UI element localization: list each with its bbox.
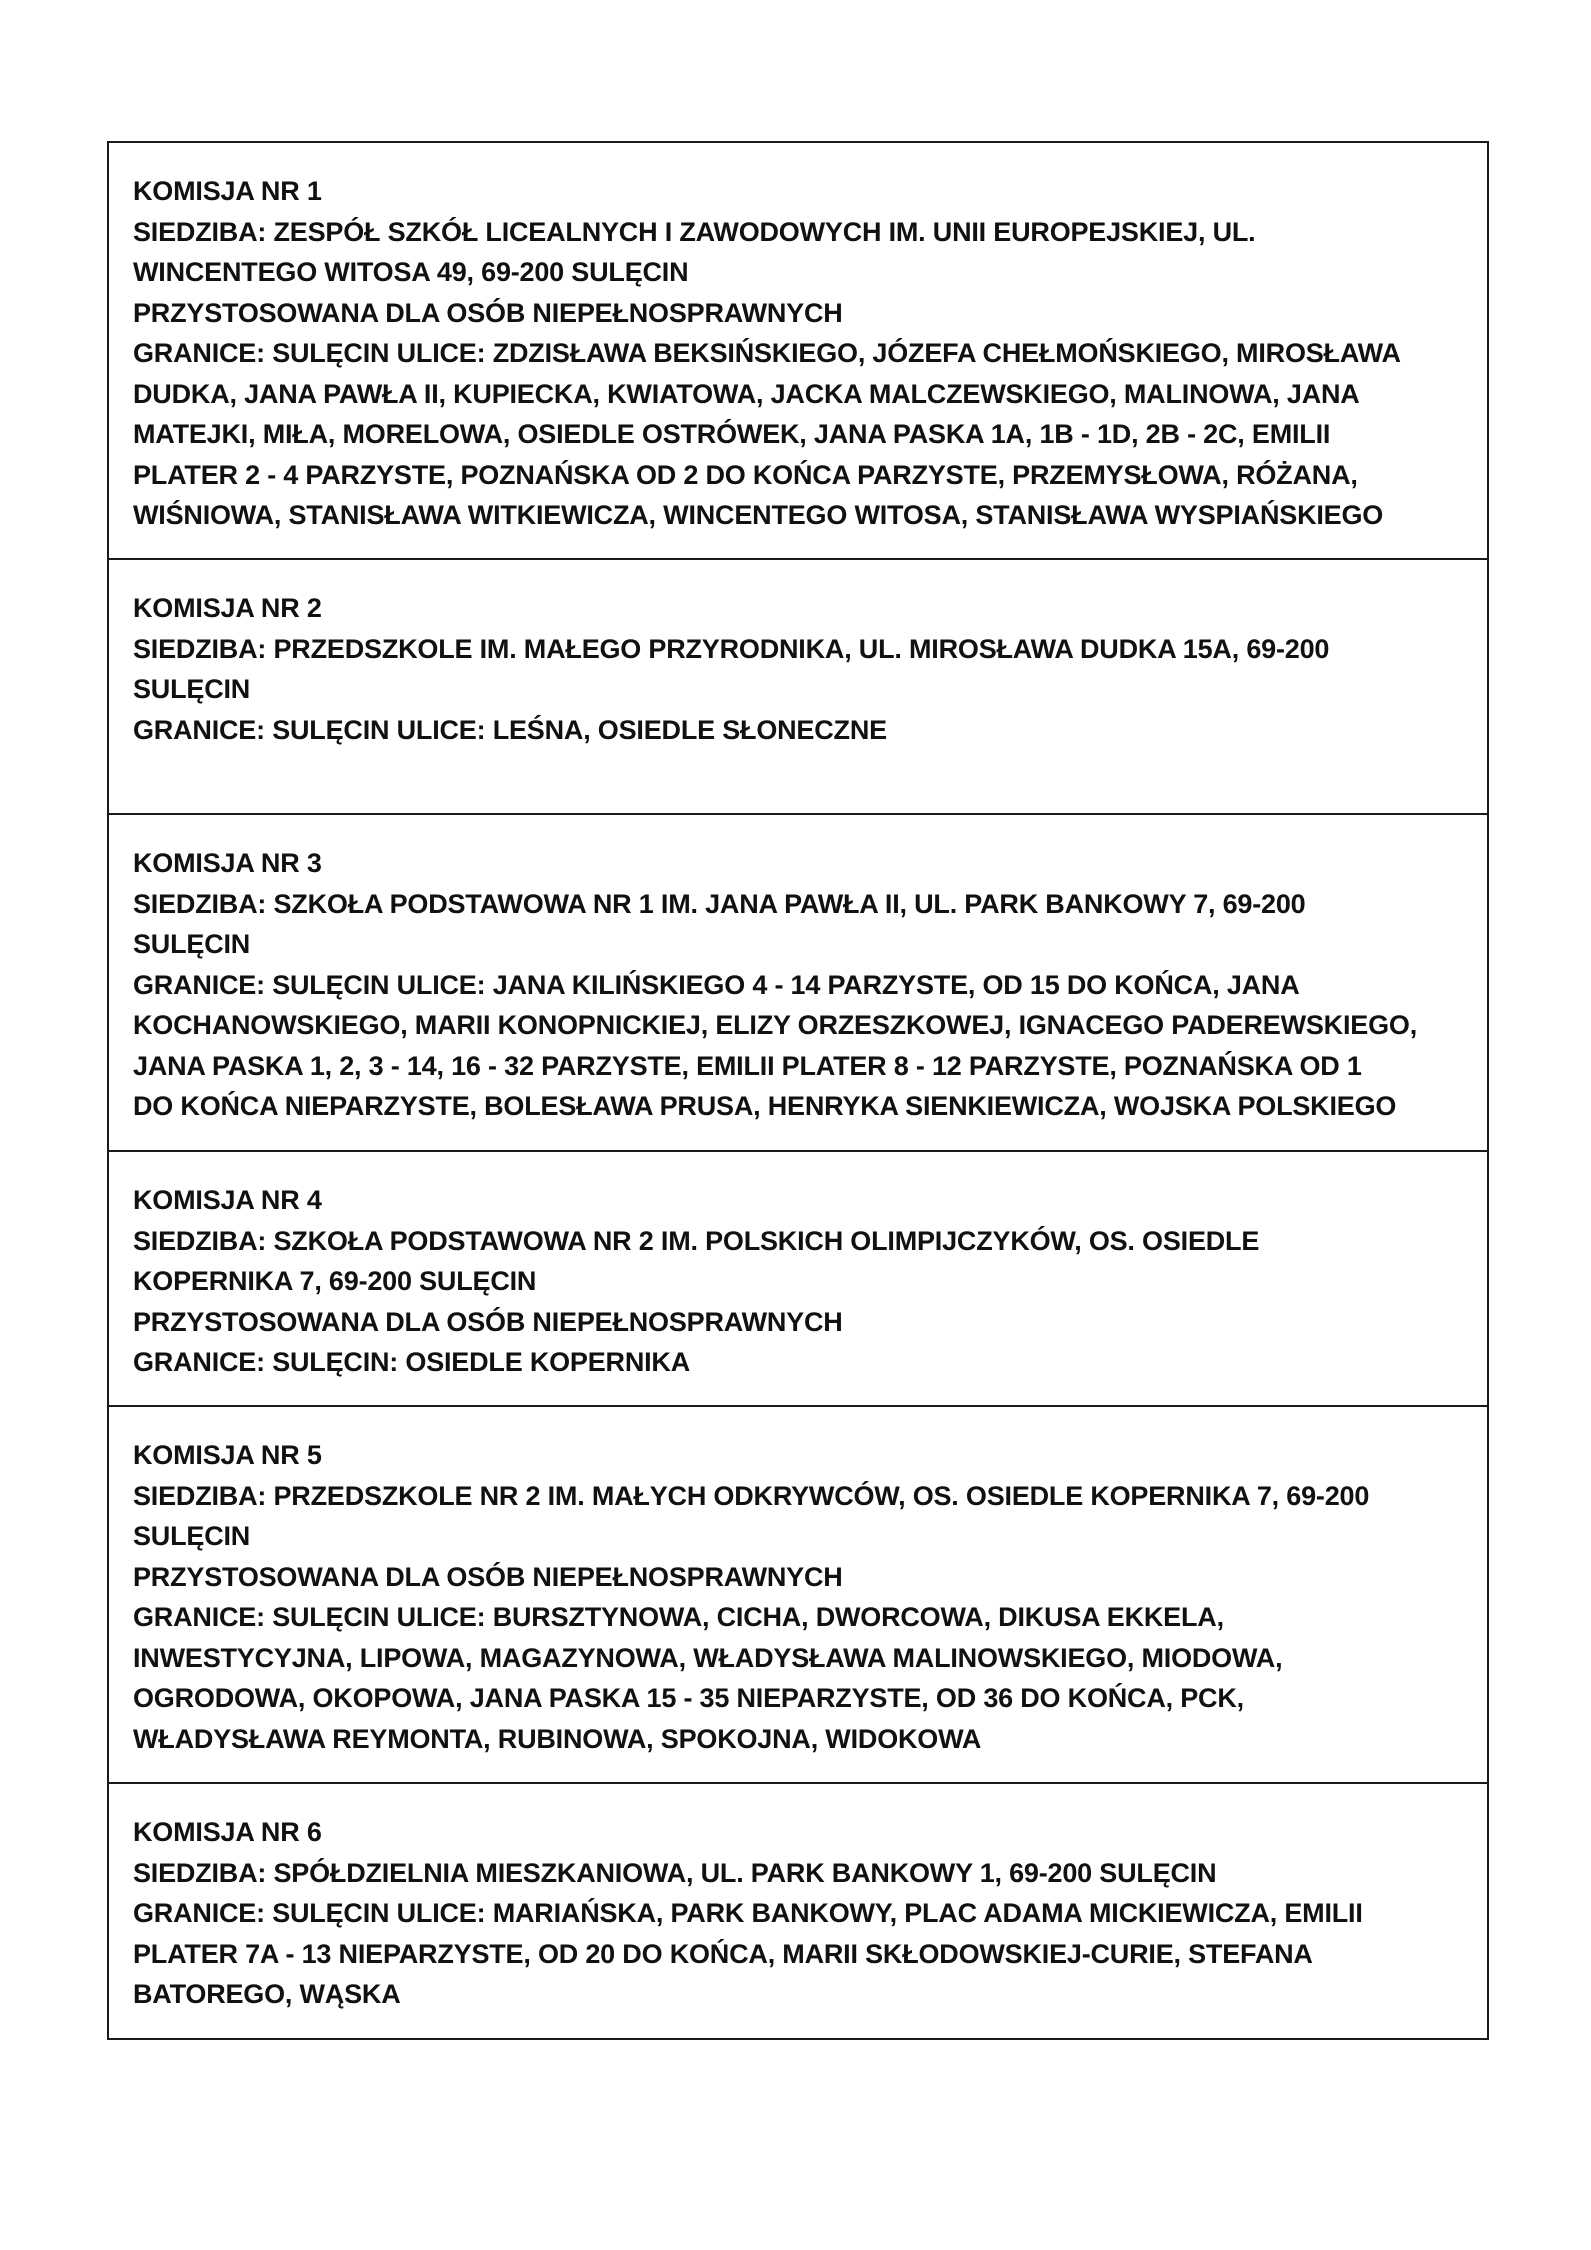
commission-title: KOMISJA NR 3 bbox=[133, 848, 322, 878]
commission-boundaries: GRANICE: SULĘCIN ULICE: ZDZISŁAWA BEKSIŃSKIEGO, JÓZEFA CHEŁMOŃSKIEGO, MIROSŁAWA bbox=[133, 338, 1401, 368]
commission-title: KOMISJA NR 5 bbox=[133, 1440, 322, 1470]
commission-boundaries-cont: DO KOŃCA NIEPARZYSTE, BOLESŁAWA PRUSA, HENRYKA SIENKIEWICZA, WOJSKA POLSKIEGO bbox=[133, 1091, 1397, 1121]
commission-seat-cont: SULĘCIN bbox=[133, 929, 251, 959]
commission-boundaries-cont: OGRODOWA, OKOPOWA, JANA PASKA 15 - 35 NIEPARZYSTE, OD 36 DO KOŃCA, PCK, bbox=[133, 1683, 1244, 1713]
commission-seat-cont: SULĘCIN bbox=[133, 674, 251, 704]
commission-boundaries-cont: WŁADYSŁAWA REYMONTA, RUBINOWA, SPOKOJNA, WIDOKOWA bbox=[133, 1723, 982, 1754]
commissions-table bbox=[107, 141, 1489, 2040]
commission-boundaries-cont: WIŚNIOWA, STANISŁAWA WITKIEWICZA, WINCENTEGO WITOSA, STANISŁAWA WYSPIAŃSKIEGO bbox=[133, 500, 1384, 530]
commission-seat: SIEDZIBA: SZKOŁA PODSTAWOWA NR 1 IM. JANA PAWŁA II, UL. PARK BANKOWY 7, 69-200 bbox=[133, 888, 1306, 919]
commission-seat: SIEDZIBA: PRZEDSZKOLE IM. MAŁEGO PRZYRODNIKA, UL. MIROSŁAWA DUDKA 15A, 69-200 bbox=[133, 633, 1330, 664]
commission-row bbox=[109, 560, 1487, 815]
commission-row bbox=[109, 1152, 1487, 1407]
commission-boundaries: GRANICE: SULĘCIN ULICE: BURSZTYNOWA, CICHA, DWORCOWA, DIKUSA EKKELA, bbox=[133, 1602, 1224, 1632]
commission-title: KOMISJA NR 4 bbox=[133, 1185, 322, 1215]
commission-title: KOMISJA NR 6 bbox=[133, 1817, 322, 1847]
commission-boundaries: GRANICE: SULĘCIN ULICE: LEŚNA, OSIEDLE SŁONECZNE bbox=[133, 714, 887, 745]
accessibility-note: PRZYSTOSOWANA DLA OSÓB NIEPEŁNOSPRAWNYCH bbox=[133, 1306, 843, 1337]
commission-row bbox=[109, 1784, 1487, 2038]
commission-seat: SIEDZIBA: SZKOŁA PODSTAWOWA NR 2 IM. POLSKICH OLIMPIJCZYKÓW, OS. OSIEDLE bbox=[133, 1225, 1260, 1256]
commission-boundaries-cont: JANA PASKA 1, 2, 3 - 14, 16 - 32 PARZYSTE, EMILII PLATER 8 - 12 PARZYSTE, POZNAŃSKA OD 1 bbox=[133, 1050, 1362, 1081]
accessibility-note: PRZYSTOSOWANA DLA OSÓB NIEPEŁNOSPRAWNYCH bbox=[133, 1561, 843, 1592]
commission-seat: SIEDZIBA: ZESPÓŁ SZKÓŁ LICEALNYCH I ZAWODOWYCH IM. UNII EUROPEJSKIEJ, UL. bbox=[133, 216, 1256, 247]
commission-row bbox=[109, 1407, 1487, 1784]
commission-seat: SIEDZIBA: PRZEDSZKOLE NR 2 IM. MAŁYCH ODKRYWCÓW, OS. OSIEDLE KOPERNIKA 7, 69-200 bbox=[133, 1480, 1370, 1511]
commission-boundaries-cont: INWESTYCYJNA, LIPOWA, MAGAZYNOWA, WŁADYSŁAWA MALINOWSKIEGO, MIODOWA, bbox=[133, 1642, 1283, 1673]
commission-boundaries-cont: KOCHANOWSKIEGO, MARII KONOPNICKIEJ, ELIZY ORZESZKOWEJ, IGNACEGO PADEREWSKIEGO, bbox=[133, 1010, 1417, 1040]
commission-boundaries-cont: MATEJKI, MIŁA, MORELOWA, OSIEDLE OSTRÓWEK, JANA PASKA 1A, 1B - 1D, 2B - 2C, EMILII bbox=[133, 419, 1331, 449]
commission-row bbox=[109, 815, 1487, 1152]
commission-boundaries-cont: PLATER 2 - 4 PARZYSTE, POZNAŃSKA OD 2 DO KOŃCA PARZYSTE, PRZEMYSŁOWA, RÓŻANA, bbox=[133, 459, 1358, 490]
commission-title: KOMISJA NR 2 bbox=[133, 593, 322, 623]
commission-seat-cont: WINCENTEGO WITOSA 49, 69-200 SULĘCIN bbox=[133, 257, 689, 287]
commission-boundaries-cont: PLATER 7A - 13 NIEPARZYSTE, OD 20 DO KOŃCA, MARII SKŁODOWSKIEJ-CURIE, STEFANA bbox=[133, 1938, 1313, 1969]
commission-boundaries-cont: BATOREGO, WĄSKA bbox=[133, 1979, 401, 2009]
commission-row bbox=[109, 143, 1487, 560]
commission-seat: SIEDZIBA: SPÓŁDZIELNIA MIESZKANIOWA, UL. PARK BANKOWY 1, 69-200 SULĘCIN bbox=[133, 1857, 1217, 1888]
accessibility-note: PRZYSTOSOWANA DLA OSÓB NIEPEŁNOSPRAWNYCH bbox=[133, 297, 843, 328]
commission-boundaries: GRANICE: SULĘCIN: OSIEDLE KOPERNIKA bbox=[133, 1347, 691, 1377]
commission-boundaries: GRANICE: SULĘCIN ULICE: MARIAŃSKA, PARK BANKOWY, PLAC ADAMA MICKIEWICZA, EMILII bbox=[133, 1898, 1363, 1928]
commission-boundaries-cont: DUDKA, JANA PAWŁA II, KUPIECKA, KWIATOWA, JACKA MALCZEWSKIEGO, MALINOWA, JANA bbox=[133, 378, 1360, 409]
commission-boundaries: GRANICE: SULĘCIN ULICE: JANA KILIŃSKIEGO 4 - 14 PARZYSTE, OD 15 DO KOŃCA, JANA bbox=[133, 969, 1300, 1000]
commission-seat-cont: SULĘCIN bbox=[133, 1521, 251, 1551]
commission-seat-cont: KOPERNIKA 7, 69-200 SULĘCIN bbox=[133, 1266, 537, 1296]
commission-title: KOMISJA NR 1 bbox=[133, 176, 322, 206]
